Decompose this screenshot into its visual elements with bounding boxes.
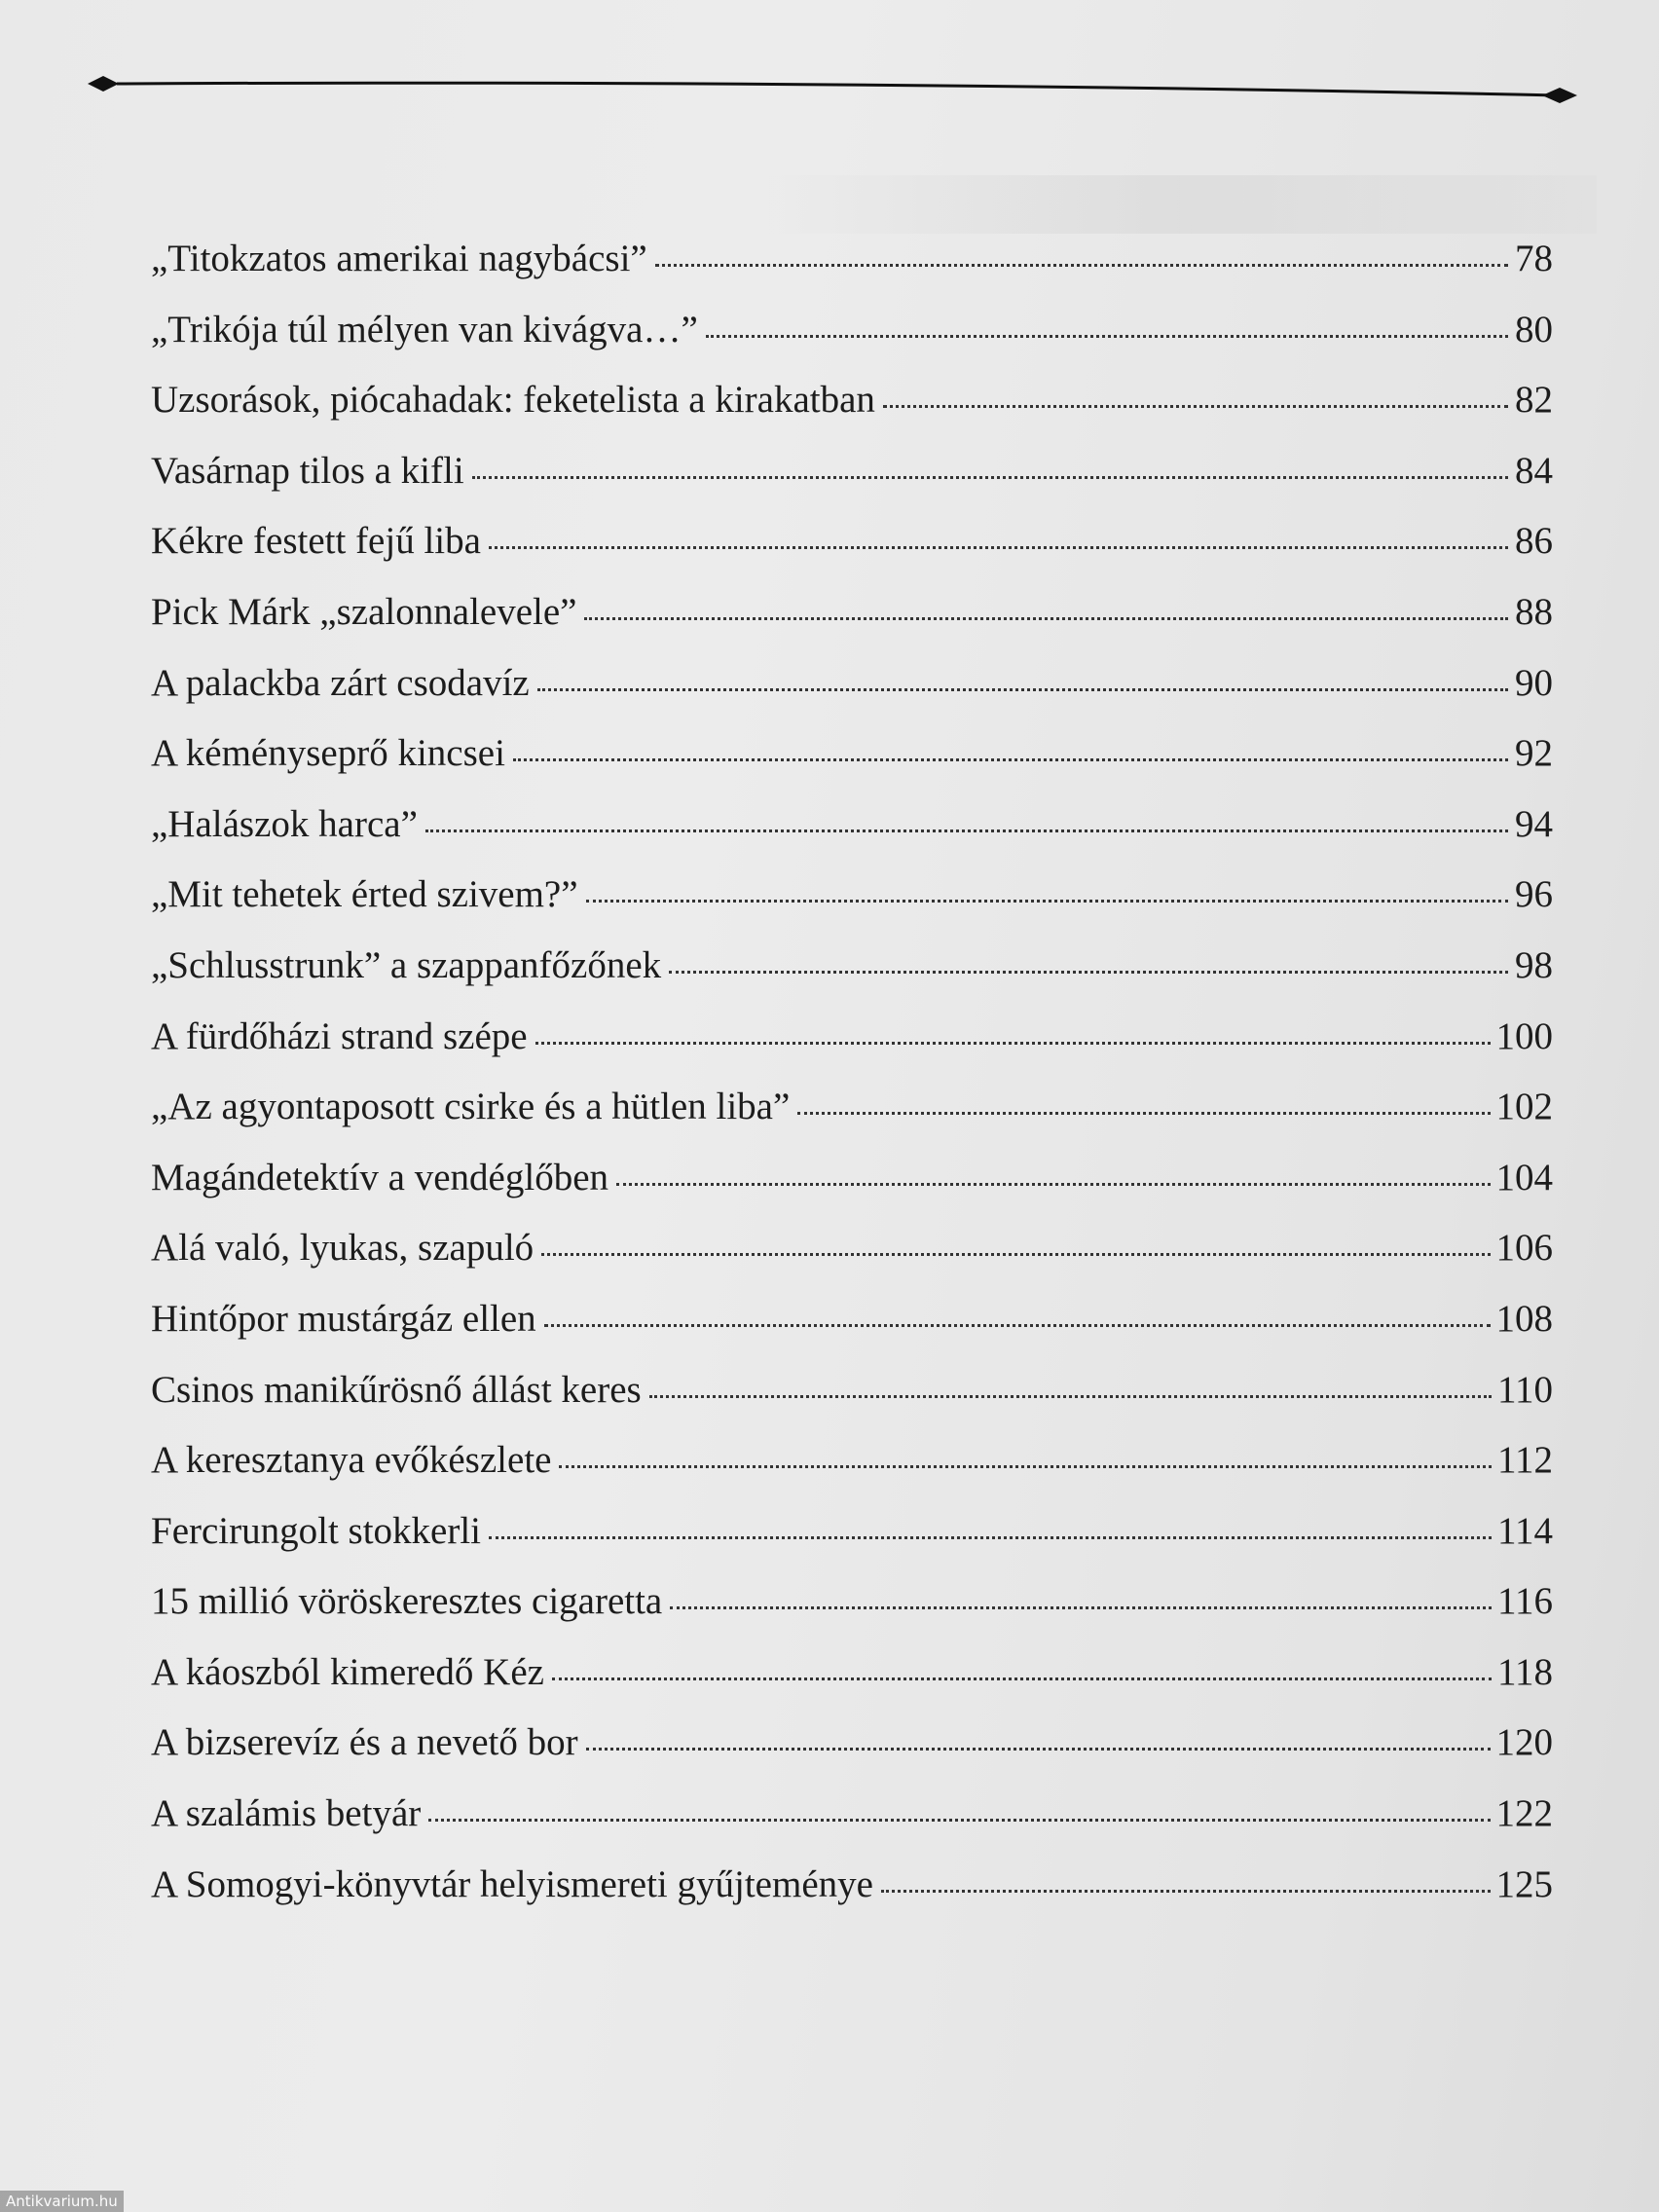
toc-entry	[151, 719, 1553, 790]
toc-dot-leader	[706, 335, 1508, 338]
toc-entry-title: Hintőpor mustárgáz ellen	[151, 1297, 536, 1340]
toc-entry-title: „Titokzatos amerikai nagybácsi”	[151, 238, 647, 279]
toc-entry	[151, 224, 1553, 295]
toc-dot-leader	[586, 900, 1508, 903]
toc-entry	[151, 1708, 1553, 1779]
toc-entry-title: Magándetektív a vendéglőben	[151, 1156, 608, 1198]
toc-entry-title: Pick Márk „szalonnalevele”	[151, 590, 577, 633]
toc-entry	[151, 1638, 1553, 1709]
toc-entry-page-number: 120	[1495, 1721, 1553, 1764]
toc-entry-title: A keresztanya evőkészlete	[151, 1439, 552, 1482]
toc-dot-leader	[883, 405, 1508, 408]
watermark: Antikvarium.hu	[0, 2191, 124, 2212]
toc-dot-leader	[586, 1748, 1491, 1751]
toc-dot-leader	[489, 546, 1508, 549]
toc-dot-leader	[655, 264, 1508, 267]
toc-entry-page-number: 88	[1515, 590, 1553, 633]
toc-entry-title: A fürdőházi strand szépe	[151, 1014, 528, 1057]
toc-entry-title: „Halászok harca”	[151, 802, 418, 845]
toc-entry-title: A káoszból kimeredő Kéz	[151, 1650, 544, 1693]
toc-entry-page-number: 96	[1515, 873, 1553, 916]
toc-entry-title: A szalámis betyár	[151, 1792, 422, 1835]
toc-entry-page-number: 102	[1495, 1086, 1553, 1128]
toc-entry	[151, 1284, 1553, 1355]
toc-entry-title: Vasárnap tilos a kifli	[151, 449, 464, 492]
toc-dot-leader	[537, 688, 1508, 691]
toc-entry-title: „Mit tehetek érted szivem?”	[151, 873, 578, 916]
toc-entry-page-number: 98	[1515, 943, 1553, 986]
header-rule-line	[117, 83, 1558, 95]
toc-dot-leader	[552, 1677, 1492, 1680]
toc-dot-leader	[670, 1606, 1492, 1609]
toc-entry	[151, 1496, 1553, 1567]
table-of-contents	[151, 224, 1553, 1920]
toc-entry-title: Fercirungolt stokkerli	[151, 1509, 482, 1552]
toc-entry	[151, 1355, 1553, 1426]
toc-entry-page-number: 106	[1495, 1227, 1553, 1270]
toc-dot-leader	[797, 1112, 1490, 1115]
toc-entry-page-number: 122	[1495, 1792, 1553, 1835]
toc-entry	[151, 436, 1553, 507]
toc-dot-leader	[616, 1183, 1491, 1186]
toc-entry-title: A bizserevíz és a nevető bor	[151, 1721, 578, 1764]
toc-entry-page-number: 78	[1515, 238, 1553, 279]
toc-dot-leader	[428, 1819, 1490, 1822]
toc-entry	[151, 1779, 1553, 1850]
toc-entry-page-number: 125	[1495, 1862, 1553, 1905]
toc-entry-page-number: 108	[1495, 1297, 1553, 1340]
toc-dot-leader	[489, 1536, 1492, 1539]
toc-entry-title: A kéményseprő kincsei	[151, 732, 505, 775]
toc-entry	[151, 1072, 1553, 1143]
toc-dot-leader	[881, 1890, 1491, 1893]
toc-dot-leader	[513, 758, 1508, 761]
toc-entry	[151, 1567, 1553, 1638]
toc-entry-page-number: 82	[1515, 379, 1553, 422]
toc-dot-leader	[425, 830, 1508, 832]
toc-entry	[151, 1143, 1553, 1214]
toc-dot-leader	[669, 971, 1508, 974]
right-diamond-icon	[1542, 88, 1577, 103]
toc-entry-page-number: 92	[1515, 732, 1553, 775]
toc-entry-title: Uzsorások, piócahadak: feketelista a kirakatban	[151, 379, 875, 422]
toc-entry	[151, 648, 1553, 719]
toc-entry	[151, 577, 1553, 648]
toc-entry-title: A palackba zárt csodavíz	[151, 661, 530, 704]
toc-entry-page-number: 118	[1496, 1650, 1553, 1693]
toc-entry-page-number: 86	[1515, 520, 1553, 563]
toc-entry-title: Kékre festett fejű liba	[151, 520, 481, 563]
toc-entry	[151, 1213, 1553, 1284]
toc-entry-page-number: 112	[1496, 1439, 1553, 1482]
toc-dot-leader	[535, 1042, 1491, 1045]
toc-entry-title: A Somogyi-könyvtár helyismereti gyűjteménye	[151, 1862, 873, 1905]
toc-entry-page-number: 116	[1496, 1580, 1553, 1623]
toc-entry-page-number: 80	[1515, 308, 1553, 350]
toc-entry	[151, 931, 1553, 1002]
toc-dot-leader	[584, 617, 1508, 620]
toc-entry-page-number: 94	[1515, 802, 1553, 845]
toc-entry-title: Alá való, lyukas, szapuló	[151, 1227, 535, 1270]
toc-entry	[151, 295, 1553, 366]
toc-dot-leader	[541, 1253, 1490, 1256]
toc-dot-leader	[649, 1395, 1492, 1398]
toc-entry	[151, 506, 1553, 577]
toc-entry-title: 15 millió vöröskeresztes cigaretta	[151, 1580, 663, 1623]
toc-entry	[151, 790, 1553, 861]
toc-entry-page-number: 100	[1495, 1014, 1553, 1057]
toc-entry	[151, 1002, 1553, 1073]
toc-entry-page-number: 110	[1496, 1368, 1553, 1411]
toc-entry-page-number: 114	[1496, 1509, 1553, 1552]
toc-entry-page-number: 104	[1495, 1156, 1553, 1198]
toc-entry	[151, 1850, 1553, 1921]
toc-entry	[151, 365, 1553, 436]
toc-entry	[151, 860, 1553, 931]
toc-entry-page-number: 90	[1515, 661, 1553, 704]
header-rule-ornament	[88, 68, 1587, 107]
toc-dot-leader	[559, 1465, 1491, 1468]
toc-entry-title: „Schlusstrunk” a szappanfőzőnek	[151, 943, 662, 986]
toc-entry-title: „Az agyontaposott csirke és a hütlen liba”	[151, 1086, 791, 1128]
toc-dot-leader	[472, 476, 1508, 479]
toc-entry-page-number: 84	[1515, 449, 1553, 492]
toc-entry-title: Csinos manikűrösnő állást keres	[151, 1368, 642, 1411]
toc-dot-leader	[544, 1324, 1491, 1327]
toc-entry	[151, 1425, 1553, 1496]
left-diamond-icon	[88, 76, 119, 92]
toc-entry-title: „Trikója túl mélyen van kivágva…”	[151, 308, 698, 350]
